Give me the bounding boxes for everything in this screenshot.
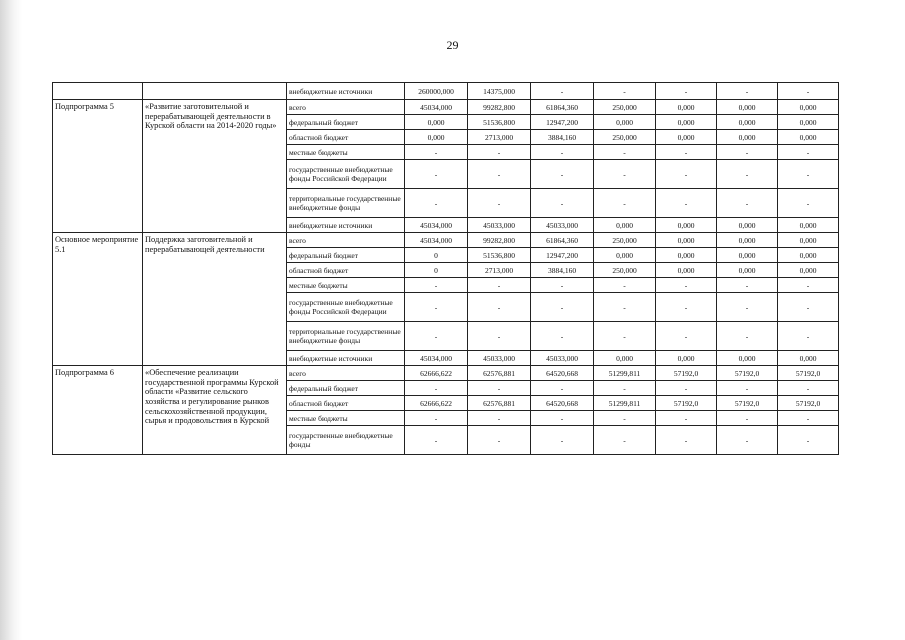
value-cell: - [717, 278, 778, 293]
table-row [53, 366, 839, 381]
page-number: 29 [446, 38, 459, 52]
program-cell: Подпрограмма 6 [53, 366, 143, 455]
value-cell: 3884,160 [531, 263, 594, 278]
value-cell: 14375,000 [468, 83, 531, 100]
value-cell: - [717, 322, 778, 351]
value-cell: 0,000 [405, 115, 468, 130]
value-cell: 0,000 [656, 263, 717, 278]
funding-source-cell: местные бюджеты [287, 278, 405, 293]
funding-source-cell: областной бюджет [287, 396, 405, 411]
value-cell: 0 [405, 263, 468, 278]
value-cell: - [656, 411, 717, 426]
value-cell: - [468, 426, 531, 455]
program-name-cell: «Развитие заготовительной и перерабатывающей деятельности в Курской области на 2014-2020 годы» [143, 100, 287, 233]
value-cell: 0,000 [594, 115, 656, 130]
funding-source-cell: всего [287, 366, 405, 381]
funding-source-cell: территориальные государственные внебюджетные фонды [287, 322, 405, 351]
value-cell: 57192,0 [656, 396, 717, 411]
value-cell: 2713,000 [468, 263, 531, 278]
funding-source-cell: государственные внебюджетные фонды Российской Федерации [287, 160, 405, 189]
scan-left-edge-shadow [0, 0, 22, 640]
value-cell: - [656, 293, 717, 322]
value-cell: - [594, 160, 656, 189]
value-cell: - [531, 426, 594, 455]
value-cell: - [717, 411, 778, 426]
value-cell: 62666,622 [405, 396, 468, 411]
value-cell: 57192,0 [778, 366, 839, 381]
value-cell: - [405, 278, 468, 293]
value-cell: - [531, 83, 594, 100]
value-cell: - [594, 426, 656, 455]
value-cell: - [468, 160, 531, 189]
value-cell: - [778, 293, 839, 322]
value-cell: 0,000 [594, 248, 656, 263]
program-name-cell: «Обеспечение реализации государственной программы Курской области «Развитие сельского хозяйства и регулирование рынков сельскохозяйственной продукции, сырья и продовольствия в Курской [143, 366, 287, 455]
funding-source-cell: областной бюджет [287, 263, 405, 278]
value-cell: 51299,811 [594, 396, 656, 411]
value-cell: - [778, 426, 839, 455]
value-cell: 2713,000 [468, 130, 531, 145]
value-cell: 0 [405, 248, 468, 263]
value-cell: - [717, 83, 778, 100]
table-row [53, 83, 839, 100]
value-cell: 0,000 [717, 351, 778, 366]
value-cell: 0,000 [778, 130, 839, 145]
value-cell: 45033,000 [531, 351, 594, 366]
funding-source-cell: территориальные государственные внебюджетные фонды [287, 189, 405, 218]
value-cell: - [405, 381, 468, 396]
value-cell: 0,000 [717, 115, 778, 130]
value-cell: - [778, 83, 839, 100]
funding-source-cell: внебюджетные источники [287, 83, 405, 100]
value-cell: 0,000 [656, 100, 717, 115]
value-cell: - [656, 83, 717, 100]
value-cell: 0,000 [778, 100, 839, 115]
funding-source-cell: государственные внебюджетные фонды [287, 426, 405, 455]
value-cell: 62576,881 [468, 396, 531, 411]
value-cell: 45033,000 [531, 218, 594, 233]
value-cell: 51536,800 [468, 115, 531, 130]
value-cell: - [594, 83, 656, 100]
value-cell: - [594, 278, 656, 293]
value-cell: - [531, 278, 594, 293]
value-cell: 0,000 [778, 115, 839, 130]
value-cell: 57192,0 [656, 366, 717, 381]
value-cell: 0,000 [778, 263, 839, 278]
funding-source-cell: всего [287, 100, 405, 115]
funding-source-cell: местные бюджеты [287, 411, 405, 426]
value-cell: - [717, 160, 778, 189]
value-cell: 0,000 [656, 115, 717, 130]
value-cell: - [717, 381, 778, 396]
program-name-cell [143, 83, 287, 100]
funding-source-cell: областной бюджет [287, 130, 405, 145]
program-cell [53, 83, 143, 100]
value-cell: 0,000 [778, 248, 839, 263]
value-cell: - [531, 381, 594, 396]
value-cell: - [594, 411, 656, 426]
value-cell: - [778, 145, 839, 160]
value-cell: - [405, 145, 468, 160]
value-cell: 250,000 [594, 263, 656, 278]
value-cell: - [405, 426, 468, 455]
value-cell: - [778, 160, 839, 189]
table-row [53, 100, 839, 115]
value-cell: 99282,800 [468, 100, 531, 115]
value-cell: - [468, 411, 531, 426]
value-cell: 62576,881 [468, 366, 531, 381]
value-cell: - [594, 189, 656, 218]
value-cell: - [468, 293, 531, 322]
value-cell: 51299,811 [594, 366, 656, 381]
value-cell: - [531, 189, 594, 218]
value-cell: 0,000 [594, 351, 656, 366]
value-cell: - [468, 381, 531, 396]
value-cell: 62666,622 [405, 366, 468, 381]
value-cell: 57192,0 [717, 396, 778, 411]
value-cell: 0,000 [656, 351, 717, 366]
value-cell: - [656, 160, 717, 189]
value-cell: 0,000 [717, 233, 778, 248]
value-cell: - [717, 145, 778, 160]
value-cell: - [531, 160, 594, 189]
funding-source-cell: внебюджетные источники [287, 351, 405, 366]
value-cell: 61864,360 [531, 100, 594, 115]
program-cell: Основное мероприятие 5.1 [53, 233, 143, 366]
value-cell: - [405, 160, 468, 189]
value-cell: 64520,668 [531, 396, 594, 411]
value-cell: - [405, 322, 468, 351]
funding-source-cell: всего [287, 233, 405, 248]
value-cell: - [717, 293, 778, 322]
value-cell: 64520,668 [531, 366, 594, 381]
value-cell: - [405, 189, 468, 218]
program-name-cell: Поддержка заготовительной и перерабатывающей деятельности [143, 233, 287, 366]
value-cell: - [656, 381, 717, 396]
value-cell: 12947,200 [531, 115, 594, 130]
value-cell: 57192,0 [778, 396, 839, 411]
funding-source-cell: федеральный бюджет [287, 115, 405, 130]
value-cell: 0,000 [717, 263, 778, 278]
value-cell: 45033,000 [468, 351, 531, 366]
value-cell: - [531, 322, 594, 351]
value-cell: - [656, 278, 717, 293]
value-cell: 0,000 [778, 218, 839, 233]
value-cell: 0,000 [778, 351, 839, 366]
value-cell: 0,000 [717, 248, 778, 263]
value-cell: 260000,000 [405, 83, 468, 100]
value-cell: - [468, 322, 531, 351]
value-cell: - [405, 411, 468, 426]
value-cell: - [468, 189, 531, 218]
value-cell: 0,000 [717, 100, 778, 115]
value-cell: - [778, 278, 839, 293]
value-cell: - [778, 411, 839, 426]
value-cell: - [468, 278, 531, 293]
value-cell: - [594, 293, 656, 322]
program-cell: Подпрограмма 5 [53, 100, 143, 233]
value-cell: - [594, 145, 656, 160]
value-cell: - [468, 145, 531, 160]
value-cell: 61864,360 [531, 233, 594, 248]
value-cell: - [405, 293, 468, 322]
value-cell: 0,000 [717, 218, 778, 233]
value-cell: - [656, 189, 717, 218]
value-cell: - [656, 322, 717, 351]
budget-table [52, 82, 839, 455]
table-row [53, 233, 839, 248]
table-body [53, 83, 839, 455]
value-cell: 250,000 [594, 130, 656, 145]
value-cell: 99282,800 [468, 233, 531, 248]
value-cell: - [656, 426, 717, 455]
funding-source-cell: государственные внебюджетные фонды Российской Федерации [287, 293, 405, 322]
value-cell: 0,000 [778, 233, 839, 248]
value-cell: - [531, 293, 594, 322]
value-cell: - [594, 381, 656, 396]
value-cell: 12947,200 [531, 248, 594, 263]
value-cell: - [778, 381, 839, 396]
value-cell: 51536,800 [468, 248, 531, 263]
value-cell: 250,000 [594, 233, 656, 248]
value-cell: - [656, 145, 717, 160]
value-cell: - [717, 426, 778, 455]
value-cell: - [531, 145, 594, 160]
funding-source-cell: федеральный бюджет [287, 248, 405, 263]
value-cell: 0,000 [656, 233, 717, 248]
value-cell: - [594, 322, 656, 351]
value-cell: 45034,000 [405, 218, 468, 233]
value-cell: - [531, 411, 594, 426]
value-cell: 250,000 [594, 100, 656, 115]
value-cell: 0,000 [594, 218, 656, 233]
value-cell: 0,000 [717, 130, 778, 145]
value-cell: 57192,0 [717, 366, 778, 381]
funding-source-cell: внебюджетные источники [287, 218, 405, 233]
value-cell: - [778, 322, 839, 351]
value-cell: 45034,000 [405, 233, 468, 248]
value-cell: 0,000 [405, 130, 468, 145]
value-cell: 0,000 [656, 218, 717, 233]
funding-source-cell: местные бюджеты [287, 145, 405, 160]
value-cell: 45033,000 [468, 218, 531, 233]
value-cell: 3884,160 [531, 130, 594, 145]
value-cell: 45034,000 [405, 351, 468, 366]
value-cell: 0,000 [656, 248, 717, 263]
value-cell: - [778, 189, 839, 218]
value-cell: 0,000 [656, 130, 717, 145]
value-cell: 45034,000 [405, 100, 468, 115]
funding-source-cell: федеральный бюджет [287, 381, 405, 396]
value-cell: - [717, 189, 778, 218]
